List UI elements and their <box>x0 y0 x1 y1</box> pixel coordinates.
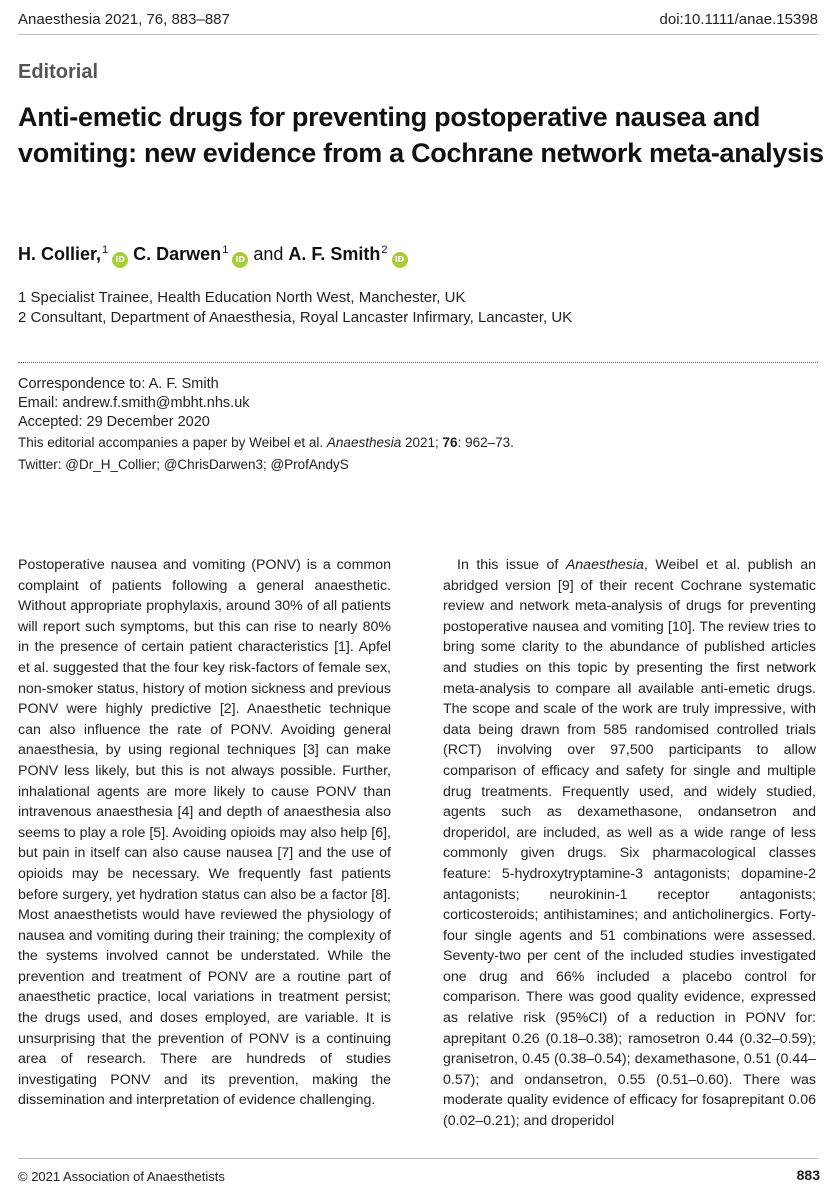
affiliation-line: 2 Consultant, Department of Anaesthesia, Royal Lancaster Infirmary, Lancaster, UK <box>18 309 573 326</box>
accompanies-note <box>18 432 514 454</box>
orcid-icon[interactable]: iD <box>112 252 128 268</box>
orcid-icon[interactable]: iD <box>232 252 248 268</box>
orcid-icon[interactable]: iD <box>392 252 408 268</box>
email[interactable]: Email: andrew.f.smith@mbht.nhs.uk <box>18 395 250 411</box>
footer-divider <box>18 1158 818 1159</box>
running-header <box>18 11 818 33</box>
correspondence-block <box>18 375 514 476</box>
affiliations <box>18 288 572 328</box>
author-name: H. Collier, <box>18 244 102 264</box>
accepted-date: Accepted: 29 December 2020 <box>18 414 210 430</box>
accompanies-prefix: This editorial accompanies a paper by Weibel et al. <box>18 435 327 450</box>
accompanies-year: 2021; <box>401 435 443 450</box>
affiliation-marker: 1 <box>102 244 109 256</box>
header-divider <box>18 34 818 35</box>
doi-link[interactable]: doi:10.1111/anae.15398 <box>659 11 818 28</box>
twitter-handles: Twitter: @Dr_H_Collier; @ChrisDarwen3; @ProfAndyS <box>18 457 349 472</box>
affiliation-marker: 2 <box>381 244 388 256</box>
journal-reference: Anaesthesia 2021, 76, 883–887 <box>18 11 230 28</box>
journal-name: Anaesthesia <box>565 557 644 573</box>
page-number: 883 <box>796 1167 820 1183</box>
paragraph-text: , Weibel et al. publish an abridged version [9] of their recent Cochrane systematic review and network meta-analysis of drugs for preventing postoperative nausea and vomiting [10]. The review tries to bring some clarity to the abundance of published articles and studies on this topic by presenting the first network meta-analysis to compare all available anti-emetic drugs. The scope and scale of the work are truly impressive, with data being drawn from 585 randomised controlled trials (RCT) involving over 97,500 participants to allow comparison of efficacy and safety for single and multiple drug treatments. Frequently used, and widely studied, agents such as dexamethasone, ondansetron and droperidol, are included, as well as a wide range of less commonly given drugs. Six pharmacological classes feature: 5-hydroxytryptamine-3 antagonists; dopamine-2 antagonists; neurokinin-1 receptor antagonists; corticosteroids; antihistamines; and anticholinergics. Forty-four single agents and 51 combinations were assessed. Seventy-two per cent of the included studies investigated one drug and 66% included a placebo control for comparison. There was good quality evidence, expressed as relative risk (95%CI) of a reduction in PONV for: aprepitant 0.26 (0.18–0.38); ramosetron 0.44 (0.32–0.59); granisetron, 0.45 (0.38–0.54); dexamethasone, 0.51 (0.44–0.57); and ondansetron, 0.55 (0.51–0.60). There was moderate quality evidence of efficacy for fosaprepitant 0.06 (0.02–0.21); and droperidol <box>443 557 816 1130</box>
volume-number: 76 <box>442 435 458 450</box>
body-column-left <box>18 555 391 1111</box>
body-paragraph <box>443 555 816 1132</box>
dotted-divider <box>18 362 818 363</box>
author-list <box>18 244 413 268</box>
author-name: A. F. Smith <box>288 244 381 264</box>
journal-name: Anaesthesia <box>326 435 402 450</box>
author-name: C. Darwen <box>133 244 222 264</box>
body-column-right <box>443 555 816 1132</box>
body-paragraph: Postoperative nausea and vomiting (PONV) is a common complaint of patients following a general anaesthetic. Without appropriate prophylaxis, around 30% of all patients will report such symptoms, but this can rise to nearly 80% in the presence of certain patient characteristics [1]. Apfel et al. suggested that the four key risk-factors of female sex, non-smoker status, history of motion sickness and previous PONV were highly predictive [2]. Anaesthetic technique can also influence the rate of PONV. Avoiding general anaesthesia, by using regional techniques [3] can make PONV less likely, but this is not always possible. Further, inhalational agents are more likely to cause PONV than intravenous anaesthesia [4] and depth of anaesthesia also seems to play a role [5]. Avoiding opioids may also help [6], but pain in itself can also cause nausea [7] and the use of opioids may be necessary. We frequently fast patients before surgery, yet hydration status can also be a factor [8]. Most anaesthetists would have reviewed the physiology of nausea and vomiting during their training; the complexity of the systems involved cannot be understated. While the prevention and treatment of PONV are a routine part of anaesthetic practice, local variations in treatment persist; the drugs used, and doses employed, are variable. It is unsurprising that the prevention of PONV is a continuing area of research. There are hundreds of studies investigating PONV and its prevention, making the dissemination and interpretation of evidence challenging. <box>18 557 391 1109</box>
copyright-notice: © 2021 Association of Anaesthetists <box>18 1169 225 1184</box>
article-title: Anti-emetic drugs for preventing postoperative nausea and vomiting: new evidence from a Cochrane network meta-analysis <box>18 102 824 168</box>
author-conjunction: and <box>253 244 284 264</box>
section-label: Editorial <box>18 61 99 83</box>
accompanies-pages: : 962–73. <box>457 435 514 450</box>
affiliation-line: 1 Specialist Trainee, Health Education North West, Manchester, UK <box>18 289 466 306</box>
affiliation-marker: 1 <box>222 244 229 256</box>
correspondence-to: Correspondence to: A. F. Smith <box>18 376 219 392</box>
paragraph-prefix: In this issue of <box>457 557 566 573</box>
